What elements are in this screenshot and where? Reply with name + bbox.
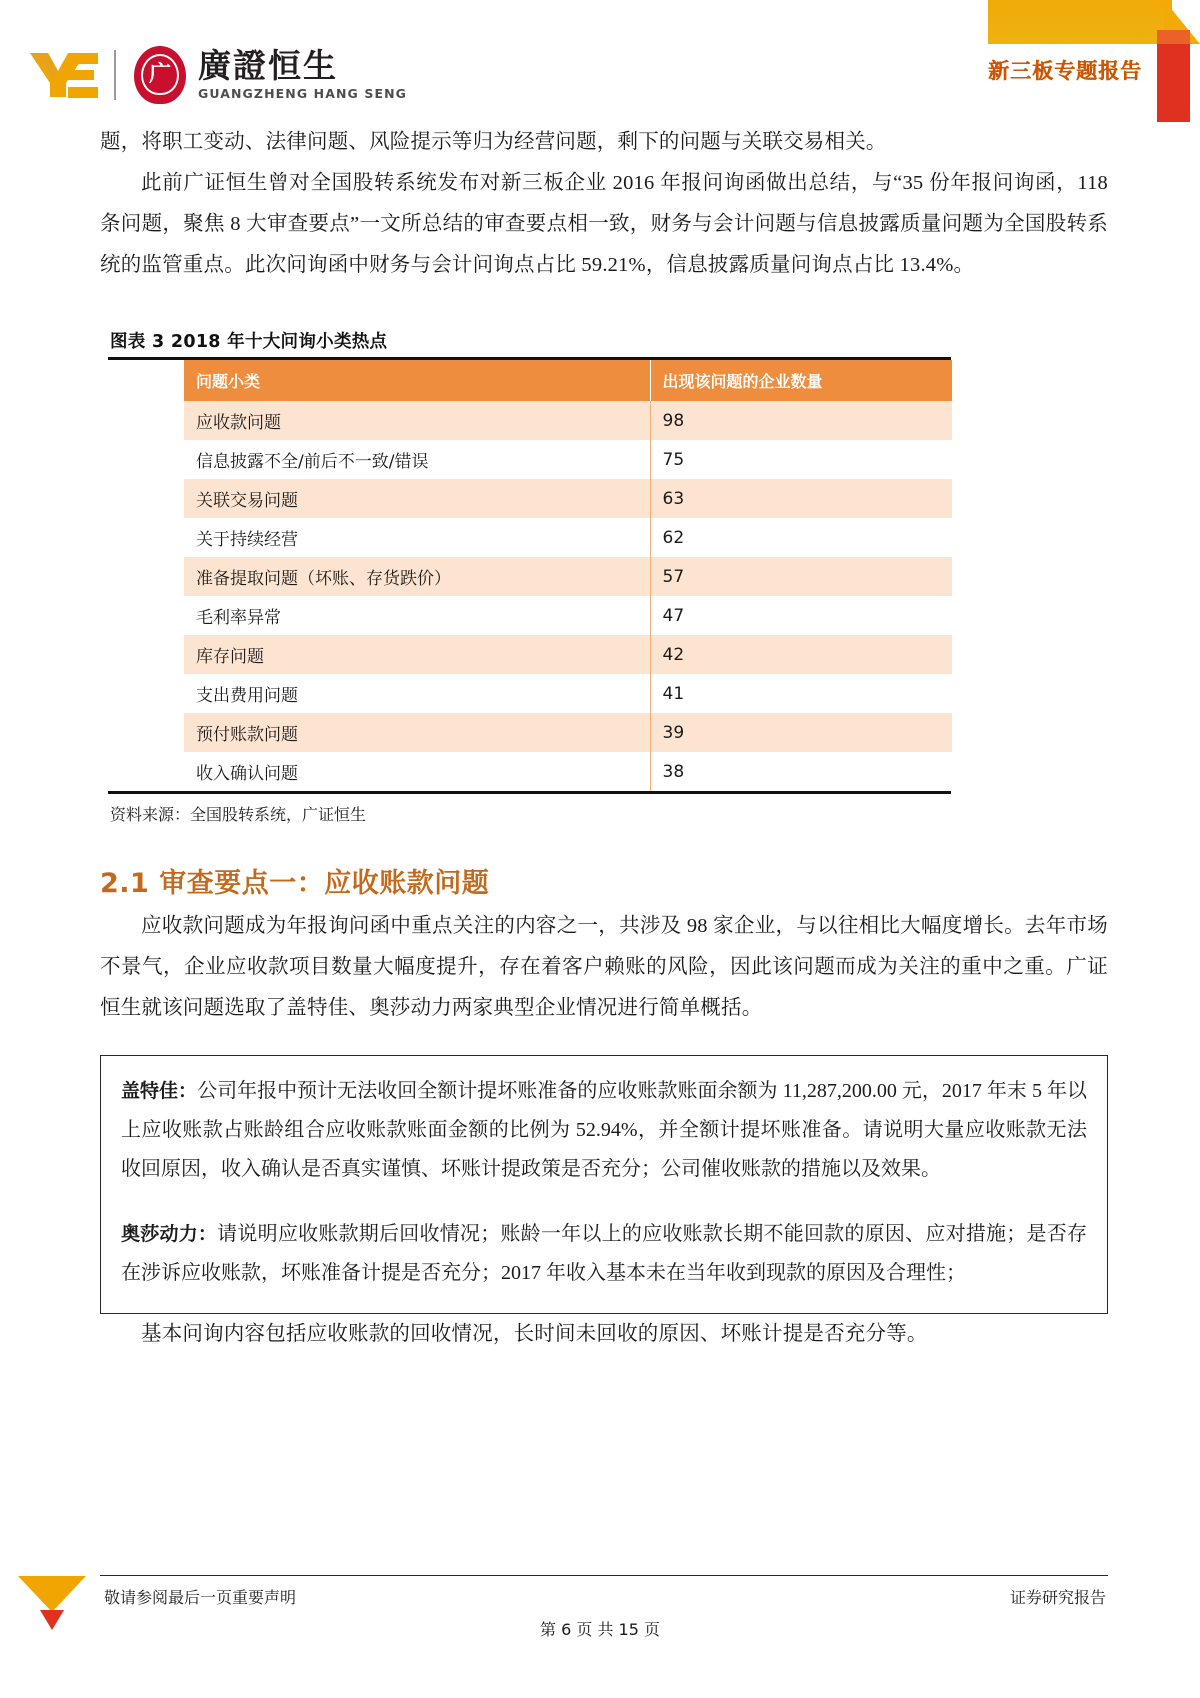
exhibit-block — [100, 328, 1108, 825]
page-footer — [0, 1548, 1200, 1668]
footer-disclaimer: 敬请参阅最后一页重要声明 — [104, 1588, 297, 1607]
table-row — [184, 596, 952, 635]
exhibit-rule-bottom — [108, 791, 951, 794]
table-row — [184, 713, 952, 752]
table-header-row — [184, 360, 952, 401]
table-row — [184, 557, 952, 596]
cell-count: 41 — [650, 674, 952, 713]
page-header — [0, 0, 1200, 122]
cell-count: 57 — [650, 557, 952, 596]
hot-topics-table — [184, 360, 952, 791]
page-content — [0, 122, 1200, 1355]
cell-category: 支出费用问题 — [184, 674, 650, 713]
cell-category: 关联交易问题 — [184, 479, 650, 518]
cell-count: 75 — [650, 440, 952, 479]
table-row — [184, 752, 952, 791]
cell-count: 47 — [650, 596, 952, 635]
column-header-count: 出现该问题的企业数量 — [650, 360, 952, 401]
company-name-cn: 廣證恒生 — [198, 45, 338, 85]
table-row — [184, 518, 952, 557]
page-number: 第 6 页 共 15 页 — [540, 1620, 660, 1639]
table-row — [184, 479, 952, 518]
cell-count: 38 — [650, 752, 952, 791]
seal-glyph-text: 广 — [148, 62, 171, 87]
callout-item-1-lead: 盖特佳： — [121, 1080, 198, 1102]
exhibit-source-note: 资料来源：全国股转系统，广证恒生 — [110, 805, 367, 824]
table-row — [184, 440, 952, 479]
ye-mark-icon — [28, 49, 100, 101]
cell-count: 39 — [650, 713, 952, 752]
cell-category: 预付账款问题 — [184, 713, 650, 752]
cell-count: 98 — [650, 401, 952, 440]
footer-divider — [100, 1575, 1108, 1576]
brand-logo — [28, 44, 407, 106]
cell-count: 63 — [650, 479, 952, 518]
column-header-category: 问题小类 — [184, 360, 650, 401]
table-row — [184, 674, 952, 713]
table-row — [184, 401, 952, 440]
section-heading-2-1: 2.1 审查要点一：应收账款问题 — [100, 868, 490, 899]
paragraph-3: 应收款问题成为年报询问函中重点关注的内容之一，共涉及 98 家企业，与以往相比大幅度增长。去年市场不景气，企业应收款项目数量大幅度提升，存在着客户赖账的风险，因此该问题而成为关注的重中之重。广证恒生就该问题选取了盖特佳、奥莎动力两家典型企业情况进行简单概括。 — [100, 915, 1108, 1019]
callout-box — [100, 1055, 1108, 1314]
callout-item-1 — [121, 1072, 1087, 1189]
paragraph-1: 题，将职工变动、法律问题、风险提示等归为经营问题，剩下的问题与关联交易相关。 — [100, 131, 887, 153]
logo-divider — [114, 50, 116, 100]
callout-item-2 — [121, 1215, 1087, 1293]
footer-triangle-icon — [18, 1576, 86, 1612]
paragraph-2: 此前广证恒生曾对全国股转系统发布对新三板企业 2016 年报问询函做出总结，与“35 份年报问询函，118 条问题，聚焦 8 大审查要点”一文所总结的审查要点相一致，财务与会计问题与信息披露质量问题为全国股转系统的监管重点。此次问询函中财务与会计问询点占比 59.21%，信息披露质量问询点占比 13.4%。 — [100, 172, 1108, 276]
cell-category: 信息披露不全/前后不一致/错误 — [184, 440, 650, 479]
exhibit-caption: 图表 3 2018 年十大问询小类热点 — [110, 332, 388, 352]
cell-count: 62 — [650, 518, 952, 557]
cell-category: 收入确认问题 — [184, 752, 650, 791]
report-tag: 新三板专题报告 — [988, 59, 1142, 83]
callout-item-2-text: 请说明应收账款期后回收情况；账龄一年以上的应收账款长期不能回款的原因、应对措施；是否存在涉诉应收账款，坏账准备计提是否充分；2017 年收入基本未在当年收到现款的原因及合理性； — [121, 1223, 1087, 1284]
seal-icon — [134, 46, 186, 104]
cell-category: 准备提取问题（坏账、存货跌价） — [184, 557, 650, 596]
cell-category: 毛利率异常 — [184, 596, 650, 635]
callout-item-1-text: 公司年报中预计无法收回全额计提坏账准备的应收账款账面余额为 11,287,200.00 元，2017 年末 5 年以上应收账款占账龄组合应收账款账面金额的比例为 52.94%，并全额计提坏账准备。请说明大量应收账款无法收回原因，收入确认是否真实谨慎、坏账计提政策是否充分；公司催收账款的措施以及效果。 — [121, 1080, 1087, 1180]
table-row — [184, 635, 952, 674]
cell-category: 关于持续经营 — [184, 518, 650, 557]
cell-category: 应收款问题 — [184, 401, 650, 440]
paragraph-4: 基本问询内容包括应收账款的回收情况，长时间未回收的原因、坏账计提是否充分等。 — [141, 1323, 928, 1345]
cell-category: 库存问题 — [184, 635, 650, 674]
company-name-en: GUANGZHENG HANG SENG — [198, 86, 408, 102]
footer-report-type: 证券研究报告 — [1009, 1588, 1106, 1607]
callout-item-2-lead: 奥莎动力： — [121, 1223, 218, 1245]
corner-yellow-bar — [988, 0, 1172, 44]
cell-count: 42 — [650, 635, 952, 674]
corner-red-bar — [1157, 44, 1190, 122]
